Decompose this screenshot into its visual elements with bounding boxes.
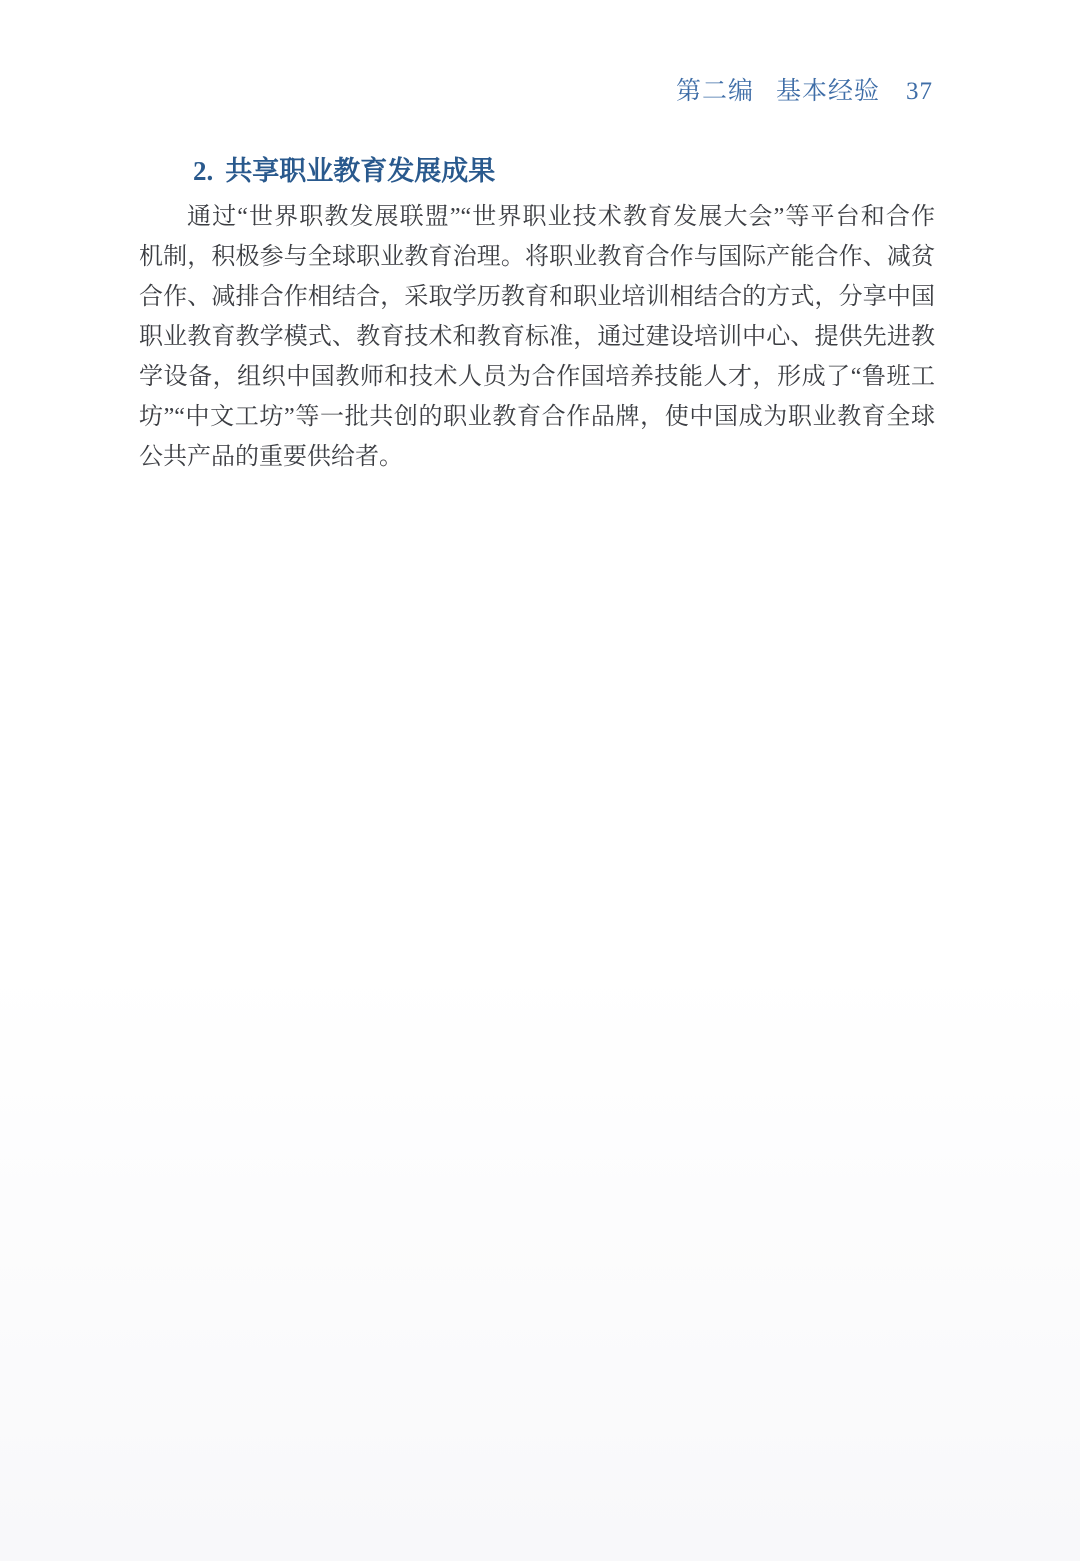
- header-section-label: 第二编: [675, 78, 754, 105]
- section-heading-number: 2.: [193, 156, 214, 186]
- body-line: 学设备，组织中国教师和技术人员为合作国培养技能人才，形成了“鲁班工: [139, 364, 935, 390]
- body-line: 职业教育教学模式、教育技术和教育标准，通过建设培训中心、提供先进教: [139, 324, 935, 350]
- page-number: 37: [906, 78, 933, 105]
- body-line: 坊”“中文工坊”等一批共创的职业教育合作品牌，使中国成为职业教育全球: [139, 404, 935, 430]
- running-header: [676, 71, 933, 107]
- section-heading-text: 共享职业教育发展成果: [225, 156, 496, 186]
- body-line: 机制，积极参与全球职业教育治理。将职业教育合作与国际产能合作、减贫: [139, 244, 935, 270]
- body-line: 公共产品的重要供给者。: [139, 444, 403, 470]
- body-line: 合作、减排合作相结合，采取学历教育和职业培训相结合的方式，分享中国: [139, 284, 935, 310]
- section-heading: [193, 154, 495, 188]
- body-line: 通过“世界职教发展联盟”“世界职业技术教育发展大会”等平台和合作: [187, 204, 935, 230]
- header-chapter-title: 基本经验: [775, 78, 880, 105]
- body-paragraph: [139, 197, 935, 477]
